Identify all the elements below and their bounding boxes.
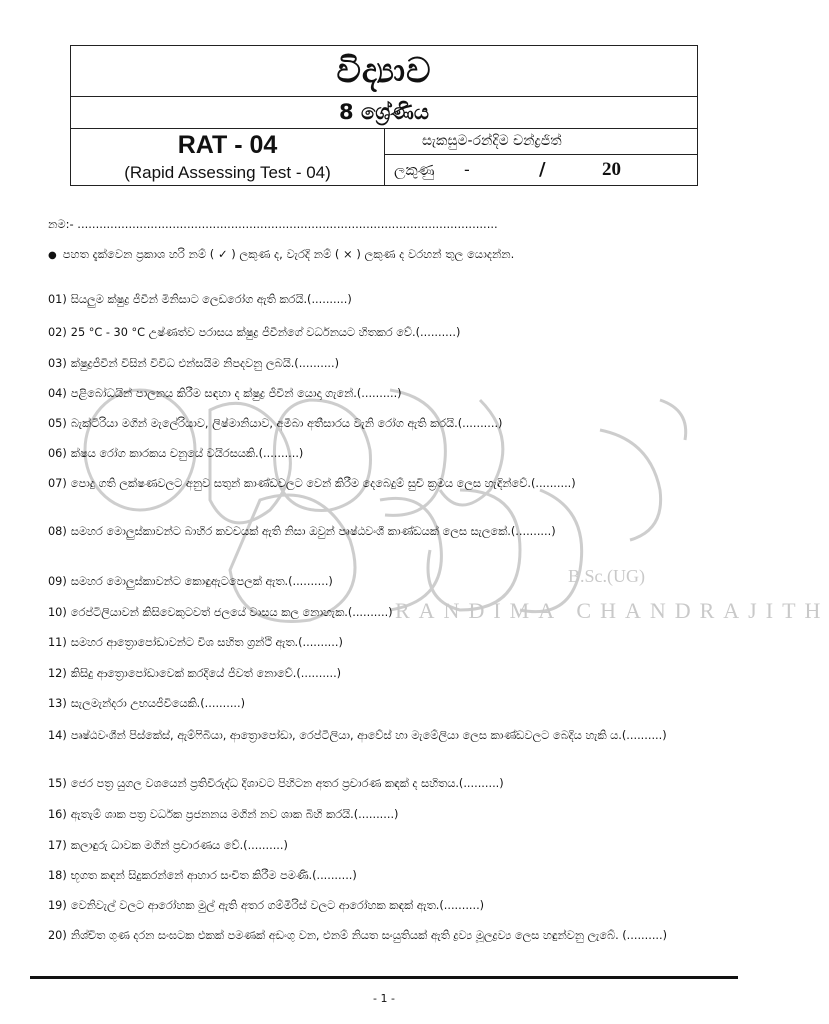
question-item: 14) පෘෂ්ඨවංශීන් පිස්කේස්, ඇම්ෆිබියා, ආත්‍රොපෝඩා, රෙප්ටීලියා, ආවේස් හා මැමේලියා ලෙස කාණ්ඩවලට බෙදිය හැකි ය.(..........): [48, 729, 667, 742]
subject-title: විද්‍යාව: [71, 46, 697, 97]
question-item: 12) කිසිදු ආත්‍රොපෝඩාවෙක් කරදියේ ජීවත් නොවේ.(..........): [48, 667, 342, 680]
question-item: 09) සමහර මොලුස්කාවන්ට කොඳුඇටපෙලක් ඇත.(..........): [48, 575, 333, 588]
question-item: 20) නිශ්චිත ගුණ දරන සංඝටක එකක් පමණක් අඩංගු වන, එනම් නියත සංයුතියක් ඇති ද්‍රව්‍ය මූලද්‍රව්‍ය ලෙස හඳුන්වනු ලැබේ. (..........): [48, 929, 668, 942]
question-item: 05) බැක්ටීරියා මගින් මැලේරියාව, ලිෂ්මානියාව, අමීබා අතීසාරය වැනි රෝග ඇති කරයි.(..........): [48, 417, 503, 430]
author-credit: සැකසුම-රන්දිම චන්ද්‍රජිත්: [384, 128, 697, 155]
marks-dash: -: [464, 160, 470, 179]
question-item: 03) ක්ෂුද්‍රජීවීන් විසින් විවිධ එන්සයිම නිපදවනු ලබයි.(..........): [48, 357, 340, 370]
question-item: 18) භූගත කඳන් සිදුකරන්නේ ආහාර සංචිත කිරීම පමණි.(..........): [48, 869, 357, 882]
test-full-name: (Rapid Assessing Test - 04): [124, 163, 331, 182]
question-item: 07) පොදු ගති ලක්ෂණවලට අනුව සතුන් කාණ්ඩවලට වෙන් කිරීම දෙබෙදුම් සුචි ක්‍රමය ලෙස හැඳින්වේ.(..........): [48, 477, 576, 490]
question-item: 19) වෙනිවැල් වලට ආරෝහක මුල් ඇති අතර ගම්මිරිස් වලට ආරෝහක කඳක් ඇත.(..........): [48, 899, 485, 912]
question-item: 10) රෙප්ටිලියාවන් කිසිවෙකුටවත් ජලයේ වාසය කල නොහැක.(..........): [48, 606, 393, 619]
watermark-name: RANDIMA CHANDRAJITH: [395, 598, 829, 623]
marks-label: ලකුණු: [394, 161, 435, 179]
footer-rule: [30, 976, 738, 979]
question-item: 04) පළිබෝධයින් පාලනය කිරීම සඳහා ද ක්ෂුද්‍ර ජීවීන් යොදා ගැනේ.(..........): [48, 387, 402, 400]
question-item: 02) 25 °C - 30 °C උෂ්ණත්ව පරාසය ක්ෂුද්‍ර ජීවීන්ගේ වර්ධනයට හිතකර වේ.(..........): [48, 326, 461, 339]
header-box: [70, 45, 698, 186]
question-item: 13) සැලමැන්දරා උභයජීවියෙකි.(..........): [48, 697, 245, 710]
page-number: - 1 -: [373, 992, 395, 1005]
instruction-text: පහත දැක්වෙන ප්‍රකාශ හරි නම් ( ✓ ) ලකුණ ද, වැරදි නම් ( × ) ලකුණ ද වරහන් තුල යොදන්න.: [62, 247, 515, 261]
student-name-line: නම:- ...................................................................................................................: [48, 217, 498, 231]
marks-slash: /: [539, 159, 546, 180]
question-item: 15) ජෙර පත්‍ර යුගල වශයෙන් ප්‍රතිවිරුද්ධ දිශාවට පිහිටන අතර ප්‍රචාරණ කඳක් ද සහිතය.(..........): [48, 777, 504, 790]
instructions: [48, 244, 720, 266]
question-item: 17) කලාඳුරු ධාවක මගින් ප්‍රචාරණය වේ.(..........): [48, 839, 288, 852]
watermark-degree: B.Sc.(UG): [568, 566, 645, 586]
test-code: RAT - 04: [177, 131, 278, 159]
marks-total: 20: [602, 159, 621, 180]
marks-cell: [384, 155, 697, 185]
question-item: 11) සමහර ආත්‍රොපෝඩාවන්ට විශ සහිත ග්‍රන්ථි ඇත.(..........): [48, 636, 343, 649]
grade-title: 8 ශ්‍රේණිය: [71, 96, 697, 129]
question-item: 08) සමහර මොලුස්කාවන්ට බාහිර කවචයක් ඇති නිසා ඔවුන් පෘෂ්ඨවංශී කාණ්ඩයක් ලෙස සැලකේ.(..........): [48, 525, 556, 538]
bullet-icon: ●: [48, 250, 57, 261]
question-item: 16) ඇතැම් ශාක පත්‍ර වර්ධක ප්‍රජනනය මගින් නව ශාක බිහි කරයි.(..........): [48, 808, 399, 821]
question-item: 06) ක්ෂය රෝග කාරකය චනුයේ වයිරසයකි.(..........): [48, 447, 304, 460]
test-title-cell: [71, 128, 385, 185]
question-item: 01) සියලුම ක්ෂුද්‍ර ජීවීන් මිනිසාට ලෙඩරෝග ඇති කරයි.(..........): [48, 293, 352, 306]
